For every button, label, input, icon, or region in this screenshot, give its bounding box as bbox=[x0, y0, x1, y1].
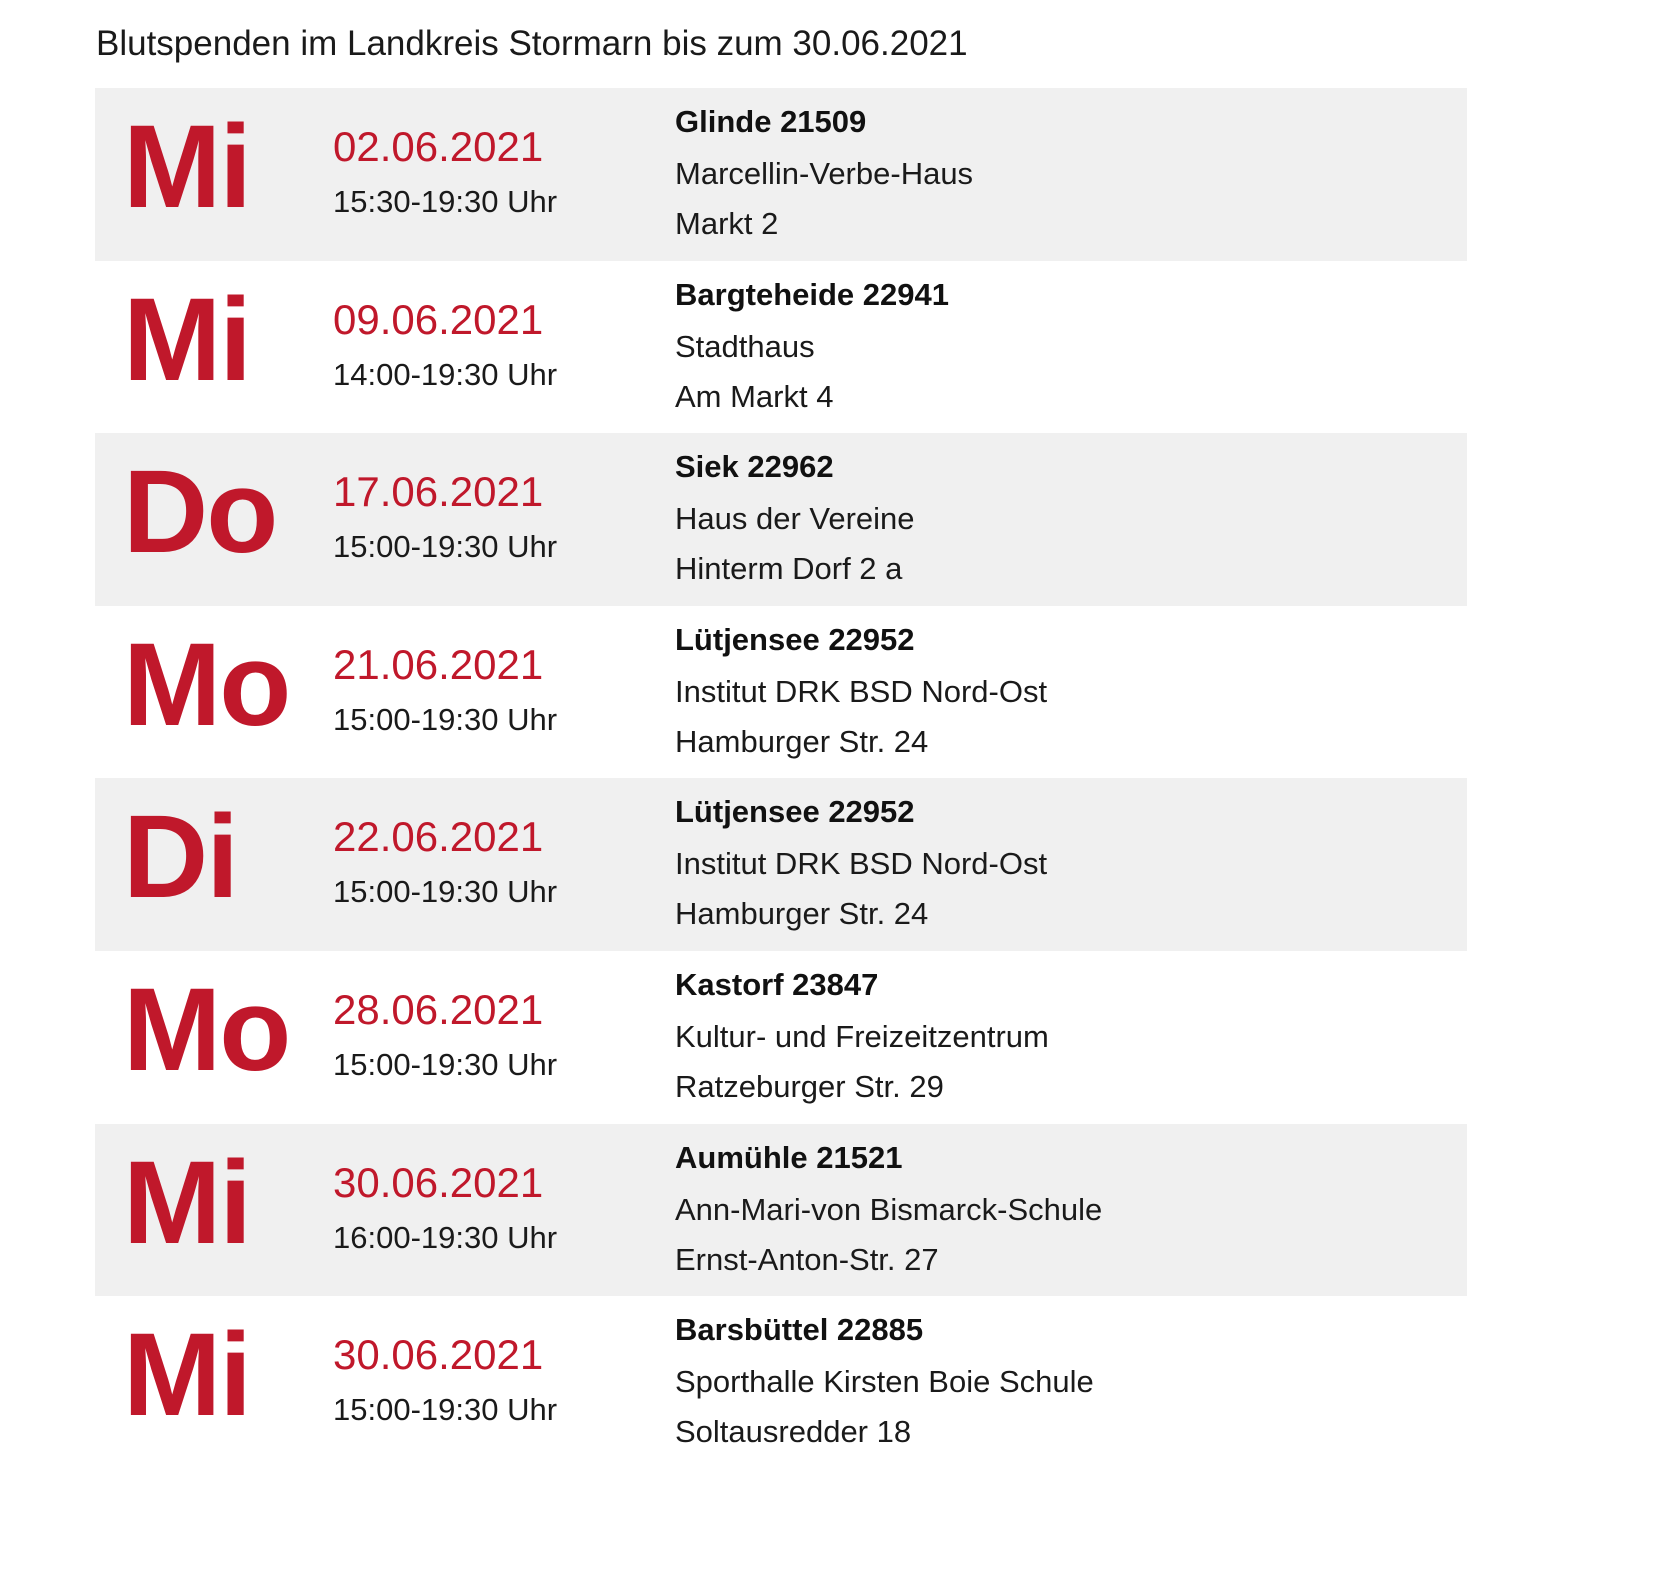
event-venue: Institut DRK BSD Nord-Ost bbox=[675, 673, 1048, 709]
event-street: Hinterm Dorf 2 a bbox=[675, 551, 903, 587]
event-date: 17.06.2021 bbox=[333, 468, 544, 516]
event-row bbox=[95, 606, 1467, 779]
event-place: Kastorf 23847 bbox=[675, 966, 879, 1002]
event-time: 15:00-19:30 Uhr bbox=[333, 874, 558, 910]
event-venue: Marcellin-Verbe-Haus bbox=[675, 156, 974, 191]
event-time: 16:00-19:30 Uhr bbox=[333, 1219, 558, 1255]
event-venue: Ann-Mari-von Bismarck-Schule bbox=[675, 1191, 1103, 1227]
event-date: 21.06.2021 bbox=[333, 640, 544, 688]
event-place: Lütjensee 22952 bbox=[675, 621, 915, 657]
event-venue: Haus der Vereine bbox=[675, 501, 915, 537]
event-place: Glinde 21509 bbox=[675, 104, 867, 139]
event-row bbox=[95, 88, 1467, 261]
event-list bbox=[95, 88, 1467, 1469]
event-venue: Institut DRK BSD Nord-Ost bbox=[675, 846, 1048, 882]
event-weekday: Mo bbox=[123, 963, 290, 1096]
event-venue: Sporthalle Kirsten Boie Schule bbox=[675, 1364, 1094, 1400]
event-street: Am Markt 4 bbox=[675, 378, 834, 414]
event-street: Hamburger Str. 24 bbox=[675, 896, 929, 932]
event-venue: Kultur- und Freizeitzentrum bbox=[675, 1018, 1049, 1054]
event-weekday: Di bbox=[123, 791, 237, 924]
event-date: 02.06.2021 bbox=[333, 123, 544, 170]
event-row bbox=[95, 951, 1467, 1124]
event-time: 15:00-19:30 Uhr bbox=[333, 701, 558, 737]
event-date: 30.06.2021 bbox=[333, 1331, 544, 1379]
event-street: Ernst-Anton-Str. 27 bbox=[675, 1241, 939, 1277]
event-street: Hamburger Str. 24 bbox=[675, 723, 929, 759]
event-place: Lütjensee 22952 bbox=[675, 794, 915, 830]
event-venue: Stadthaus bbox=[675, 328, 815, 364]
event-place: Bargteheide 22941 bbox=[675, 276, 949, 312]
event-time: 14:00-19:30 Uhr bbox=[333, 356, 558, 392]
event-date: 09.06.2021 bbox=[333, 295, 544, 343]
event-time: 15:30-19:30 Uhr bbox=[333, 184, 558, 219]
event-row bbox=[95, 261, 1467, 434]
event-row bbox=[95, 1124, 1467, 1297]
event-date: 30.06.2021 bbox=[333, 1158, 544, 1206]
event-place: Siek 22962 bbox=[675, 449, 834, 485]
event-weekday: Mi bbox=[123, 273, 251, 406]
event-weekday: Mi bbox=[123, 1136, 251, 1269]
event-row bbox=[95, 1296, 1467, 1469]
event-weekday: Mo bbox=[123, 618, 290, 751]
event-street: Markt 2 bbox=[675, 206, 779, 241]
event-street: Ratzeburger Str. 29 bbox=[675, 1068, 944, 1104]
event-place: Barsbüttel 22885 bbox=[675, 1312, 924, 1348]
event-row bbox=[95, 778, 1467, 951]
event-place: Aumühle 21521 bbox=[675, 1139, 903, 1175]
event-date: 22.06.2021 bbox=[333, 813, 544, 861]
event-weekday: Mi bbox=[123, 1309, 251, 1442]
event-date: 28.06.2021 bbox=[333, 985, 544, 1033]
event-time: 15:00-19:30 Uhr bbox=[333, 1392, 558, 1428]
page-title: Blutspenden im Landkreis Stormarn bis zum 30.06.2021 bbox=[96, 24, 968, 63]
event-time: 15:00-19:30 Uhr bbox=[333, 529, 558, 565]
event-row bbox=[95, 433, 1467, 606]
event-street: Soltausredder 18 bbox=[675, 1414, 912, 1450]
event-weekday: Do bbox=[123, 446, 277, 579]
event-weekday: Mi bbox=[123, 101, 251, 233]
event-time: 15:00-19:30 Uhr bbox=[333, 1046, 558, 1082]
